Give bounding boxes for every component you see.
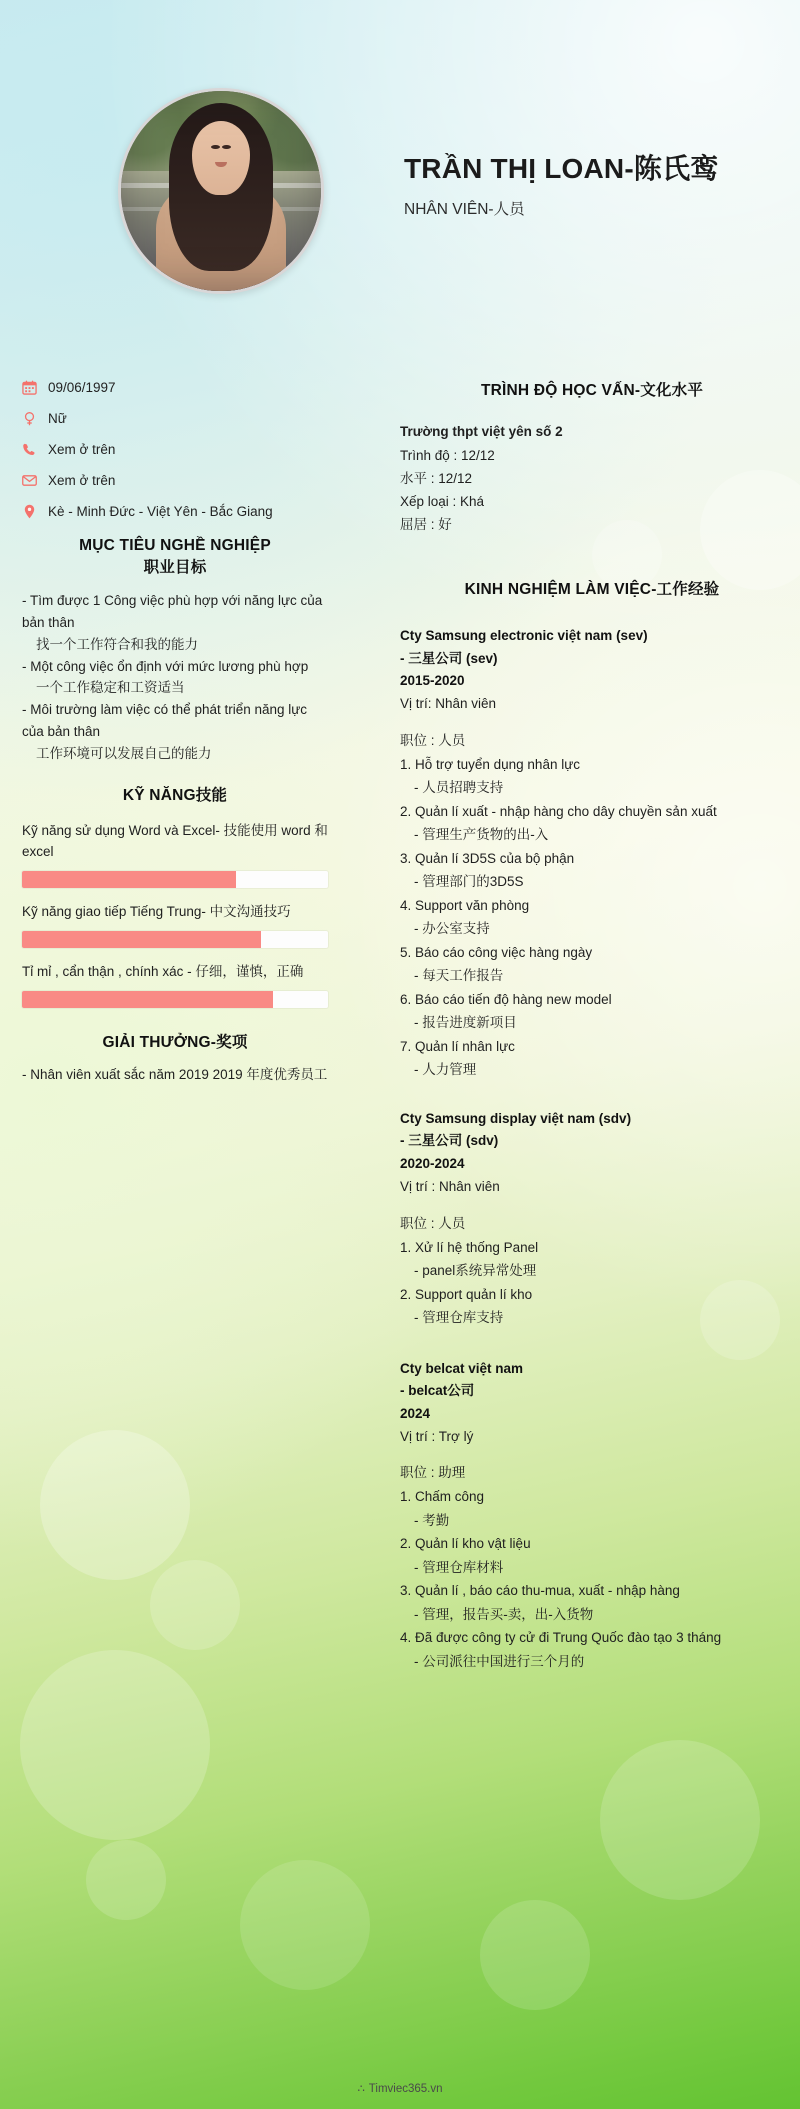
left-column xyxy=(22,380,328,1086)
decorative-circle xyxy=(86,1840,166,1920)
job-tasks xyxy=(400,1485,784,1673)
objective-line: 找一个工作符合和我的能力 xyxy=(36,636,198,652)
skill-bar xyxy=(22,871,328,888)
contact-row-email xyxy=(22,473,328,488)
education-row: Trình độ : 12/12 xyxy=(400,447,495,463)
skill-label: Kỹ năng giao tiếp Tiếng Trung- 中文沟通技巧 xyxy=(22,904,291,920)
candidate-role: NHÂN VIÊN-人员 xyxy=(404,201,525,219)
experience-item xyxy=(400,1108,784,1330)
decorative-circle xyxy=(20,1650,210,1840)
objective-section xyxy=(22,535,328,765)
task-line: 1. Hỗ trợ tuyển dụng nhân lực xyxy=(400,756,580,772)
task-line: 1. Xử lí hệ thống Panel xyxy=(400,1239,539,1255)
company-name-vi: Cty Samsung display việt nam (sdv) xyxy=(400,1110,632,1126)
task-line: - 每天工作报告 xyxy=(414,968,504,984)
task-line: - 人力管理 xyxy=(414,1062,477,1078)
task-line: 4. Đã được công ty cử đi Trung Quốc đào tạo 3 tháng xyxy=(400,1630,722,1646)
education-row: Xếp loại : Khá xyxy=(400,494,485,510)
contact-row-birthdate xyxy=(22,380,328,395)
experience-title: KINH NGHIỆM LÀM VIỆC-工作经验 xyxy=(464,580,720,598)
skill-item xyxy=(22,962,328,1008)
experience-section xyxy=(400,579,784,1674)
task-line: 4. Support văn phòng xyxy=(400,897,530,913)
job-position-zh: 职位 : 人员 xyxy=(400,1215,466,1231)
contact-text: Kè - Minh Đức - Việt Yên - Bắc Giang xyxy=(48,504,273,519)
skill-bar xyxy=(22,931,328,948)
award-line: - Nhân viên xuất sắc năm 2019 xyxy=(22,1067,209,1083)
skill-item xyxy=(22,902,328,948)
contact-row-gender xyxy=(22,411,328,426)
decorative-circle xyxy=(150,1560,240,1650)
location-icon xyxy=(22,504,48,519)
job-tasks xyxy=(400,1236,784,1330)
task-line: 1. Chấm công xyxy=(400,1489,485,1505)
awards-title: GIẢI THƯỞNG-奖项 xyxy=(102,1033,248,1051)
education-title: TRÌNH ĐỘ HỌC VẤN-文化水平 xyxy=(480,382,704,399)
skills-title: KỸ NĂNG技能 xyxy=(122,786,228,804)
calendar-icon xyxy=(22,380,48,395)
objective-line: 工作环境可以发展自己的能力 xyxy=(36,745,212,761)
skill-label: Tỉ mỉ , cẩn thận , chính xác - 仔细，谨慎，正确 xyxy=(22,964,304,980)
task-line: 5. Báo cáo công việc hàng ngày xyxy=(400,944,593,960)
company-name-vi: Cty Samsung electronic việt nam (sev) xyxy=(400,628,648,644)
job-period: 2020-2024 xyxy=(400,1156,465,1172)
task-line: - 管理部门的3D5S xyxy=(414,874,524,890)
footer-text: Timviec365.vn xyxy=(368,2083,443,2095)
job-period: 2024 xyxy=(400,1405,431,1421)
footer xyxy=(0,2081,800,2095)
job-period: 2015-2020 xyxy=(400,673,465,689)
phone-icon xyxy=(22,442,48,457)
task-line: - 管理生产货物的出-入 xyxy=(414,827,549,843)
task-line: - 办公室支持 xyxy=(414,921,490,937)
awards-section xyxy=(22,1032,328,1086)
task-line: - 公司派往中国进行三个月的 xyxy=(414,1653,585,1669)
company-name-vi: Cty belcat việt nam xyxy=(400,1360,524,1376)
task-line: 3. Quản lí , báo cáo thu-mua, xuất - nhập hàng xyxy=(400,1583,680,1599)
name-block xyxy=(404,152,784,219)
job-position-vi: Vị trí: Nhân viên xyxy=(400,696,497,712)
decorative-circle xyxy=(240,1860,370,1990)
contact-row-phone xyxy=(22,442,328,457)
job-position-zh: 职位 : 人员 xyxy=(400,732,466,748)
task-line: 6. Báo cáo tiến độ hàng new model xyxy=(400,991,612,1007)
education-row: 屈居 : 好 xyxy=(400,517,452,533)
decorative-circle xyxy=(600,1740,760,1900)
skill-bar xyxy=(22,991,328,1008)
skill-item xyxy=(22,821,328,888)
task-line: - panel系统异常处理 xyxy=(414,1263,537,1279)
job-position-vi: Vị trí : Trợ lý xyxy=(400,1428,474,1444)
task-line: - 管理仓库支持 xyxy=(414,1310,504,1326)
task-line: 2. Support quản lí kho xyxy=(400,1286,533,1302)
contact-list xyxy=(22,380,328,519)
profile-photo xyxy=(121,91,321,291)
company-name-zh: - belcat公司 xyxy=(400,1383,475,1399)
contact-text: Xem ở trên xyxy=(48,442,116,457)
contact-text: 09/06/1997 xyxy=(48,380,116,395)
decorative-circle xyxy=(40,1430,190,1580)
candidate-name: TRẦN THỊ LOAN-陈氏鸾 xyxy=(404,153,719,184)
experience-item xyxy=(400,1358,784,1674)
cv-header xyxy=(0,0,800,350)
decorative-circle xyxy=(480,1900,590,2010)
task-line: - 管理，报告买-卖，出-入货物 xyxy=(414,1606,594,1622)
awards-body xyxy=(22,1064,328,1086)
right-column xyxy=(400,380,784,1673)
contact-row-address xyxy=(22,504,328,519)
task-line: 7. Quản lí nhân lực xyxy=(400,1038,515,1054)
job-position-vi: Vị trí : Nhân viên xyxy=(400,1178,500,1194)
objective-title-vi: MỤC TIÊU NGHỀ NGHIỆP xyxy=(79,537,271,554)
company-name-zh: - 三星公司 (sev) xyxy=(400,650,498,666)
job-position-zh: 职位 : 助理 xyxy=(400,1465,466,1481)
objective-line: - Tìm được 1 Công việc phù hợp với năng lực của bản thân xyxy=(22,592,323,630)
contact-text: Nữ xyxy=(48,411,67,426)
email-icon xyxy=(22,473,48,488)
skill-label: Kỹ năng sử dụng Word và Excel- 技能使用 word 和 excel xyxy=(22,823,328,860)
task-line: - 人员招聘支持 xyxy=(414,780,504,796)
gender-icon xyxy=(22,411,48,426)
task-line: 2. Quản lí kho vật liệu xyxy=(400,1536,531,1552)
experience-item xyxy=(400,625,784,1082)
education-row: 水平 : 12/12 xyxy=(400,470,473,486)
skill-bar-fill xyxy=(22,991,273,1008)
contact-text: Xem ở trên xyxy=(48,473,116,488)
task-line: - 报告进度新项目 xyxy=(414,1015,517,1031)
education-body xyxy=(400,420,784,536)
task-line: - 管理仓库材料 xyxy=(414,1559,504,1575)
skill-bar-fill xyxy=(22,931,261,948)
task-line: - 考勤 xyxy=(414,1512,450,1528)
avatar xyxy=(118,88,324,294)
skill-bar-fill xyxy=(22,871,236,888)
skills-section xyxy=(22,785,328,1008)
task-line: 2. Quản lí xuất - nhập hàng cho dây chuyền sản xuất xyxy=(400,803,717,819)
objective-title-zh: 职业目标 xyxy=(143,559,207,577)
objective-line: - Môi trường làm việc có thể phát triển năng lực của bản thân xyxy=(22,702,308,740)
job-tasks xyxy=(400,753,784,1082)
objective-line: - Một công việc ổn định với mức lương phù hợp xyxy=(22,658,309,674)
company-name-zh: - 三星公司 (sdv) xyxy=(400,1133,499,1149)
education-section xyxy=(400,380,784,537)
award-line: 2019 年度优秀员工 xyxy=(212,1067,328,1083)
task-line: 3. Quản lí 3D5S của bộ phận xyxy=(400,850,575,866)
objective-title xyxy=(22,535,328,580)
footer-dots: ∴ xyxy=(357,2083,366,2095)
objective-line: 一个工作稳定和工资适当 xyxy=(36,680,185,696)
education-school: Trường thpt việt yên số 2 xyxy=(400,424,563,440)
objective-body xyxy=(22,590,328,765)
